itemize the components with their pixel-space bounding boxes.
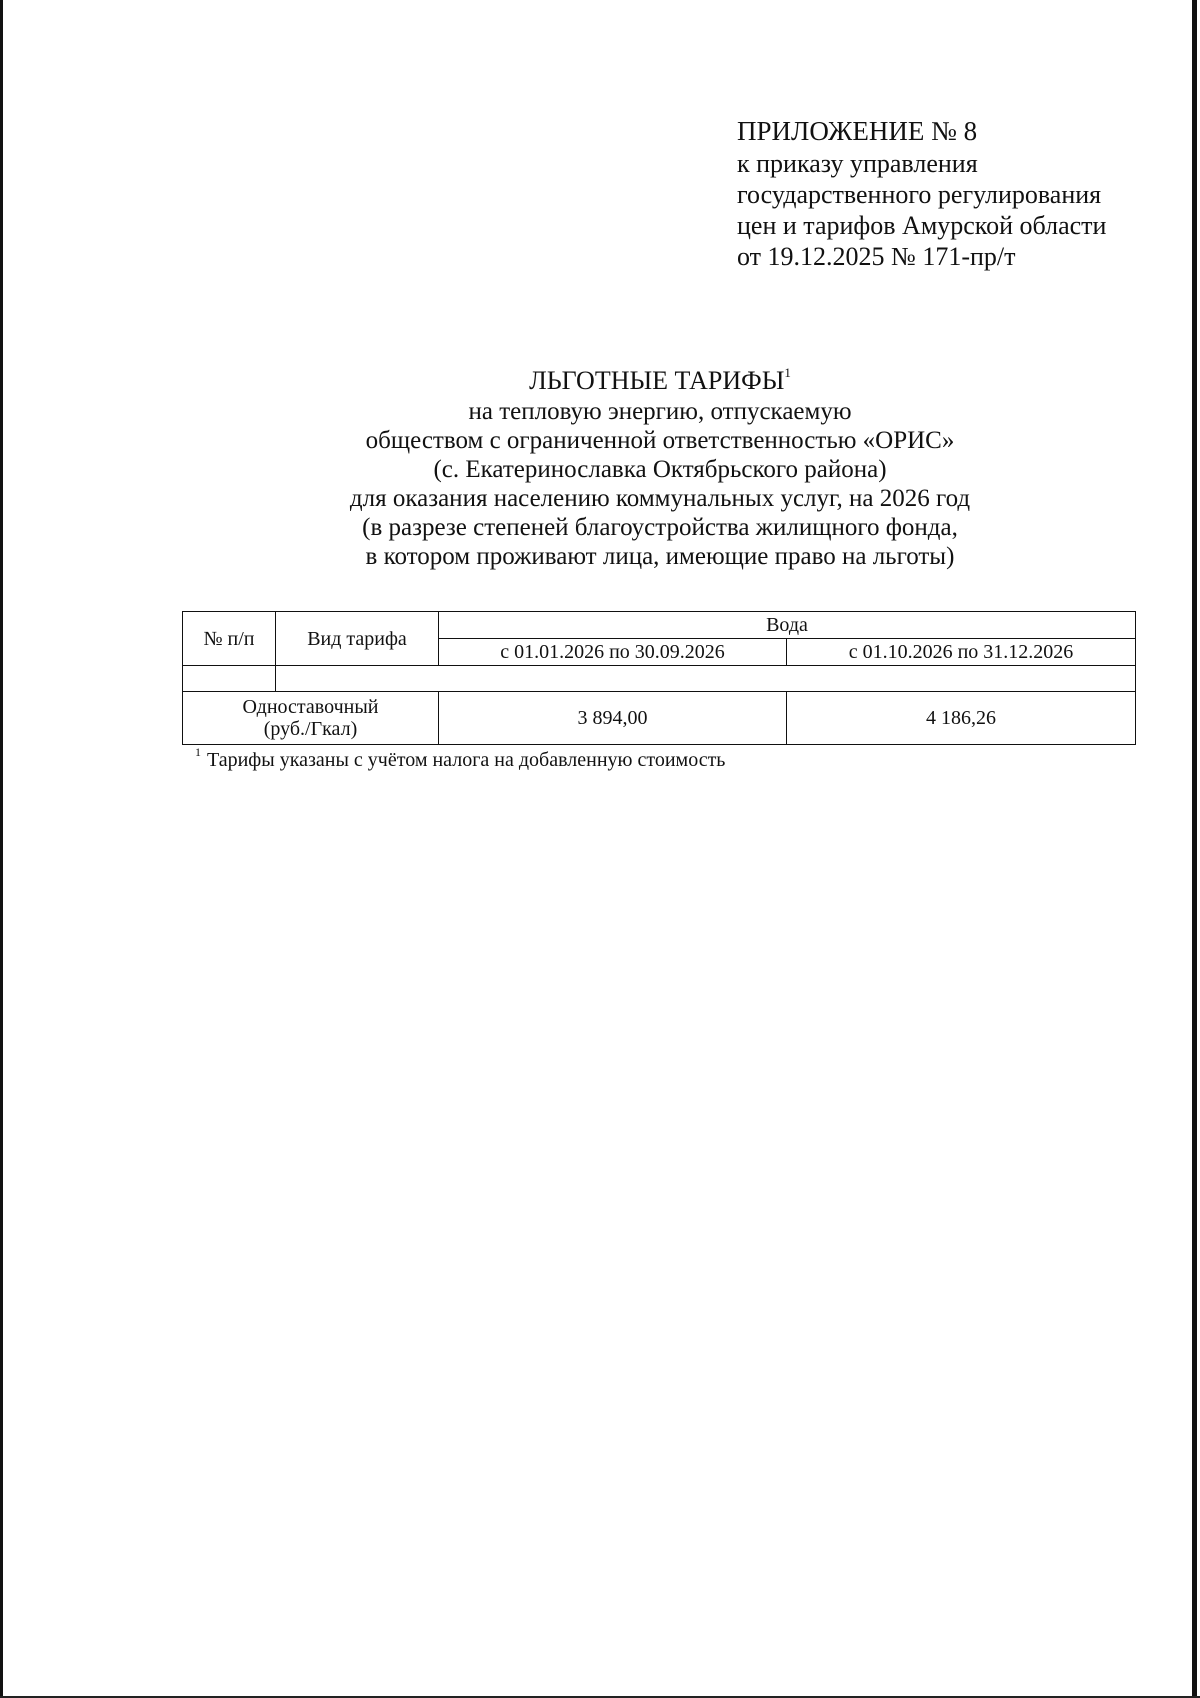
title-footnote-mark: 1 (784, 365, 791, 380)
appendix-line-3: цен и тарифов Амурской области (737, 211, 1107, 240)
footnote-mark: 1 (195, 745, 201, 759)
appendix-title: ПРИЛОЖЕНИЕ № 8 (737, 116, 978, 146)
tariff-value-period-1: 3 894,00 (439, 692, 787, 745)
appendix-line-1: к приказу управления (737, 149, 978, 178)
document-heading (180, 365, 1140, 571)
heading-line-4: для оказания населению коммунальных услуг, на 2026 год (349, 485, 971, 512)
footnote-text: Тарифы указаны с учётом налога на добавленную стоимость (207, 749, 726, 771)
empty-cell-number (183, 666, 276, 692)
tariff-unit: (руб./Гкал) (263, 718, 358, 740)
heading-line-3: (с. Екатеринославка Октябрьского района) (433, 456, 887, 483)
table-row (183, 666, 1136, 692)
appendix-header (737, 116, 1177, 272)
heading-line-1: на тепловую энергию, отпускаемую (468, 398, 852, 425)
heading-line-2: обществом с ограниченной ответственностью «ОРИС» (365, 427, 955, 454)
appendix-line-4: от 19.12.2025 № 171-пр/т (737, 242, 1016, 271)
tariff-value-period-2: 4 186,26 (787, 692, 1136, 745)
scan-edge-right (1192, 0, 1197, 1698)
empty-cell-wide (276, 666, 1136, 692)
header-period-1: с 01.01.2026 по 30.09.2026 (439, 639, 787, 666)
tariff-table (182, 611, 1136, 745)
appendix-line-2: государственного регулирования (737, 180, 1102, 209)
document-title (180, 365, 1140, 397)
heading-line-6: в котором проживают лица, имеющие право на льготы) (365, 543, 955, 570)
scan-edge-left (0, 0, 3, 1698)
header-period-2: с 01.10.2026 по 31.12.2026 (787, 639, 1136, 666)
header-tariff-type: Вид тарифа (276, 612, 439, 666)
heading-line-5: (в разрезе степеней благоустройства жилищного фонда, (362, 514, 958, 541)
footnote (195, 745, 726, 772)
table-header-row (183, 612, 1136, 639)
header-water: Вода (439, 612, 1136, 639)
tariff-name-cell (183, 692, 439, 745)
document-title-text: ЛЬГОТНЫЕ ТАРИФЫ (529, 366, 785, 395)
header-number: № п/п (183, 612, 276, 666)
tariff-name: Одноставочный (242, 696, 379, 718)
table-row (183, 692, 1136, 745)
